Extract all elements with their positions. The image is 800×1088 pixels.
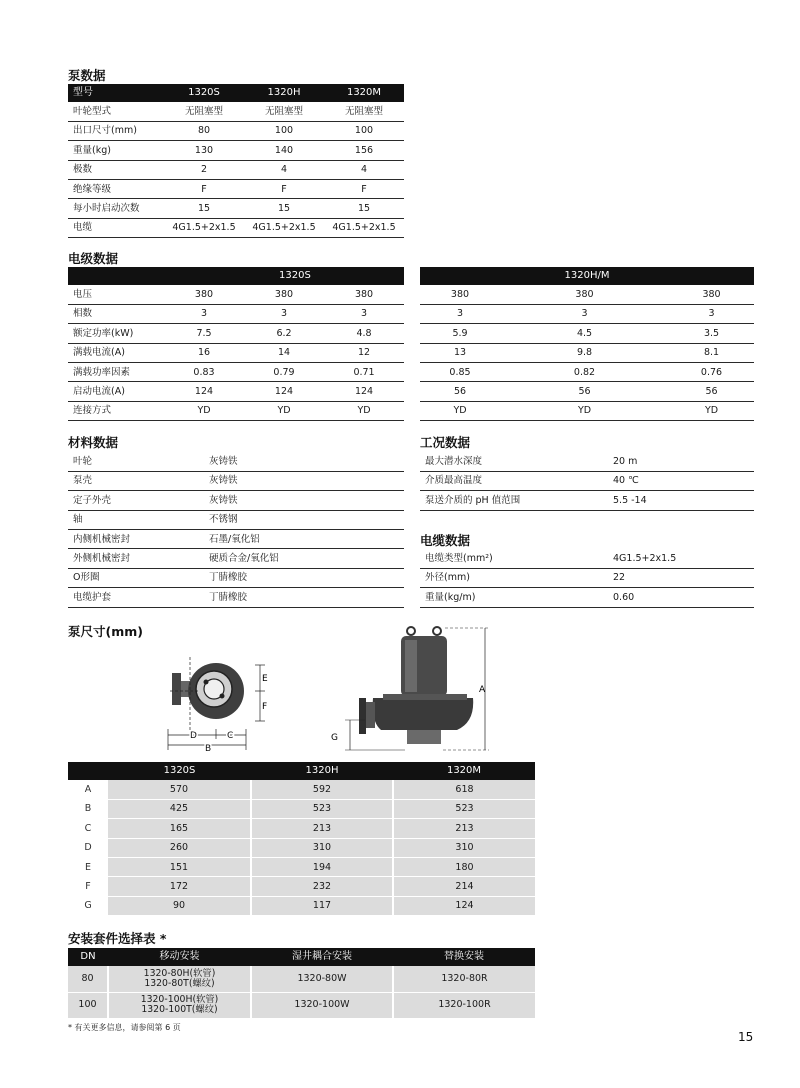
pump-casing-shape (373, 698, 474, 730)
table-cell: 380 (669, 285, 754, 304)
table-cell: 592 (251, 780, 393, 799)
table-cell: YD (244, 401, 324, 420)
table-cell: 213 (251, 819, 393, 838)
table-cell: 3.5 (669, 324, 754, 343)
row-label: 100 (68, 992, 108, 1018)
table-row (68, 491, 404, 510)
row-label: 介质最高温度 (420, 471, 608, 490)
table-cell: 16 (164, 343, 244, 362)
table-cell: 1320-80W (251, 966, 393, 992)
table-row (420, 452, 754, 471)
table-cell: 3 (324, 304, 404, 323)
kit-line: 1320-80H(软管) (143, 968, 216, 979)
table-cell: 4 (324, 160, 404, 179)
table-cell: 1320-100R (393, 992, 535, 1018)
table-cell: YD (420, 401, 500, 420)
table-row (68, 180, 404, 199)
table-cell (108, 992, 251, 1018)
table-row (420, 491, 754, 510)
pump-data-title: 泵数据 (68, 68, 106, 83)
table-cell: 56 (669, 382, 754, 401)
row-label: 定子外壳 (68, 491, 204, 510)
table-row (68, 285, 404, 304)
table-cell: 156 (324, 141, 404, 160)
table-cell: 425 (108, 799, 251, 818)
table-cell: 40 ℃ (608, 471, 754, 490)
table-row (68, 218, 404, 237)
table-cell: 570 (108, 780, 251, 799)
table-cell: 117 (251, 896, 393, 915)
table-cell: 523 (251, 799, 393, 818)
cable-data-title: 电缆数据 (420, 533, 471, 548)
table-cell: 124 (324, 382, 404, 401)
electrical-table-1320hm (420, 267, 754, 421)
row-label: O形圈 (68, 568, 204, 587)
table-cell: 124 (393, 896, 535, 915)
header-cell: 型号 (68, 84, 164, 102)
table-header-row (68, 84, 404, 102)
table-row (68, 452, 404, 471)
header-cell: 1320H (251, 762, 393, 780)
row-label: 泵壳 (68, 471, 204, 490)
row-label: 重量(kg/m) (420, 588, 608, 607)
row-label: 80 (68, 966, 108, 992)
dimension-label-c: C (227, 731, 234, 741)
table-cell (108, 966, 251, 992)
header-cell: 1320M (324, 84, 404, 102)
table-cell: 80 (164, 121, 244, 140)
table-cell: 3 (420, 304, 500, 323)
row-label: C (68, 819, 108, 838)
table-cell: 380 (324, 285, 404, 304)
dimension-label-a: A (479, 685, 486, 695)
table-cell: 0.76 (669, 363, 754, 382)
operating-data-title: 工况数据 (420, 435, 471, 450)
kit-line: 1320-80T(螺纹) (144, 977, 215, 989)
row-label: 电压 (68, 285, 164, 304)
table-cell: 无阻塞型 (324, 102, 404, 121)
row-label: 出口尺寸(mm) (68, 121, 164, 140)
table-cell: 13 (420, 343, 500, 362)
table-cell: YD (164, 401, 244, 420)
table-cell: 丁腈橡胶 (204, 568, 404, 587)
row-label: 电缆护套 (68, 588, 204, 607)
table-cell: 石墨/氧化铝 (204, 530, 404, 549)
table-cell: 灰铸铁 (204, 452, 404, 471)
table-row (420, 363, 754, 382)
table-cell: 0.71 (324, 363, 404, 382)
operating-table (420, 452, 754, 511)
table-cell: 无阻塞型 (244, 102, 324, 121)
header-cell: 湿井耦合安装 (251, 948, 393, 966)
table-row (420, 401, 754, 420)
table-cell: 260 (108, 838, 251, 857)
dimensions-table (68, 762, 535, 916)
pump-side-view-drawing (325, 622, 495, 757)
table-cell: 1320-100W (251, 992, 393, 1018)
dimension-label-g: G (331, 733, 338, 743)
table-cell: 3 (164, 304, 244, 323)
row-label: 每小时启动次数 (68, 199, 164, 218)
row-label: 电缆类型(mm²) (420, 549, 608, 568)
row-label: 电缆 (68, 218, 164, 237)
table-row (68, 304, 404, 323)
table-row (68, 199, 404, 218)
page-number: 15 (738, 1030, 754, 1044)
row-label: 最大潜水深度 (420, 452, 608, 471)
table-cell: 165 (108, 819, 251, 838)
table-cell: 523 (393, 799, 535, 818)
table-cell: F (324, 180, 404, 199)
table-cell: 130 (164, 141, 244, 160)
table-row (68, 858, 535, 877)
table-cell: 56 (500, 382, 669, 401)
row-label: 启动电流(A) (68, 382, 164, 401)
row-label: 满载功率因素 (68, 363, 164, 382)
outlet-flange-shape (172, 673, 181, 705)
row-label: 连接方式 (68, 401, 164, 420)
table-cell: 3 (669, 304, 754, 323)
table-cell: 15 (324, 199, 404, 218)
electrical-table-1320s (68, 267, 404, 421)
table-row (68, 588, 404, 607)
table-cell: 4G1.5+2x1.5 (608, 549, 754, 568)
dimensions-title: 泵尺寸(mm) (68, 624, 143, 639)
header-cell: 移动安装 (108, 948, 251, 966)
table-cell: 4.8 (324, 324, 404, 343)
table-cell: 5.9 (420, 324, 500, 343)
table-cell: F (244, 180, 324, 199)
kit-line: 1320-100H(软管) (140, 994, 219, 1006)
table-cell: 5.5 -14 (608, 491, 754, 510)
table-row (68, 966, 535, 992)
header-cell: 1320H (244, 84, 324, 102)
table-row (68, 363, 404, 382)
table-cell: YD (500, 401, 669, 420)
header-cell: 1320S (164, 84, 244, 102)
pump-top-view-drawing (160, 655, 280, 755)
table-row (68, 160, 404, 179)
header-cell: DN (68, 948, 108, 966)
dimension-label-d: D (190, 731, 197, 741)
table-header-row (420, 267, 754, 285)
dimension-label-e: E (262, 674, 268, 684)
table-cell: 124 (164, 382, 244, 401)
table-row (420, 588, 754, 607)
table-row (68, 896, 535, 915)
table-cell: 4G1.5+2x1.5 (164, 218, 244, 237)
row-label: 满载电流(A) (68, 343, 164, 362)
table-cell: 380 (500, 285, 669, 304)
table-cell: 4G1.5+2x1.5 (244, 218, 324, 237)
table-cell: 12 (324, 343, 404, 362)
row-label: D (68, 838, 108, 857)
footnote: * 有关更多信息，请参阅第 6 页 (68, 1023, 181, 1032)
table-row (420, 549, 754, 568)
table-cell: 380 (420, 285, 500, 304)
table-cell: 1320-80R (393, 966, 535, 992)
table-cell: 213 (393, 819, 535, 838)
table-row (68, 780, 535, 799)
header-cell: 替换安装 (393, 948, 535, 966)
row-label: 绝缘等级 (68, 180, 164, 199)
table-cell: 0.83 (164, 363, 244, 382)
outlet-flange-shape (359, 698, 366, 734)
material-data-title: 材料数据 (68, 435, 119, 450)
table-cell: YD (669, 401, 754, 420)
table-cell: 灰铸铁 (204, 491, 404, 510)
table-row (68, 401, 404, 420)
table-cell: 4G1.5+2x1.5 (324, 218, 404, 237)
table-row (420, 382, 754, 401)
table-cell: 20 m (608, 452, 754, 471)
table-cell: 15 (244, 199, 324, 218)
table-row (420, 343, 754, 362)
table-row (68, 382, 404, 401)
table-cell: 硬质合金/氧化铝 (204, 549, 404, 568)
table-row (68, 343, 404, 362)
table-cell: 214 (393, 877, 535, 896)
table-row (420, 568, 754, 587)
table-cell: 151 (108, 858, 251, 877)
row-label: F (68, 877, 108, 896)
row-label: 极数 (68, 160, 164, 179)
table-cell: 无阻塞型 (164, 102, 244, 121)
table-cell: 9.8 (500, 343, 669, 362)
table-cell: 3 (500, 304, 669, 323)
table-cell: 15 (164, 199, 244, 218)
table-row (420, 304, 754, 323)
header-cell: 1320S (108, 762, 251, 780)
row-label: G (68, 896, 108, 915)
table-cell: 8.1 (669, 343, 754, 362)
pump-data-table (68, 84, 404, 238)
row-label: 重量(kg) (68, 141, 164, 160)
table-row (68, 324, 404, 343)
cable-table (420, 549, 754, 608)
table-cell: 172 (108, 877, 251, 896)
table-row (68, 799, 535, 818)
row-label: 内侧机械密封 (68, 530, 204, 549)
group-header: 1320H/M (420, 267, 754, 285)
row-label: B (68, 799, 108, 818)
row-label: 外径(mm) (420, 568, 608, 587)
table-cell: 100 (244, 121, 324, 140)
table-cell: 194 (251, 858, 393, 877)
table-cell: YD (324, 401, 404, 420)
table-cell: 0.82 (500, 363, 669, 382)
table-header-row (68, 267, 404, 285)
table-cell: 124 (244, 382, 324, 401)
table-row (68, 877, 535, 896)
table-row (420, 324, 754, 343)
table-row (68, 992, 535, 1018)
table-cell: 100 (324, 121, 404, 140)
table-cell: 0.79 (244, 363, 324, 382)
table-row (68, 549, 404, 568)
table-row (68, 121, 404, 140)
dimension-label-b: B (205, 744, 212, 754)
group-header: 1320S (164, 267, 404, 285)
table-row (420, 471, 754, 490)
table-cell: 380 (164, 285, 244, 304)
row-label: 泵送介质的 pH 值范围 (420, 491, 608, 510)
table-cell: F (164, 180, 244, 199)
table-cell: 180 (393, 858, 535, 877)
table-cell: 灰铸铁 (204, 471, 404, 490)
table-cell: 3 (244, 304, 324, 323)
table-cell: 14 (244, 343, 324, 362)
row-label: 外侧机械密封 (68, 549, 204, 568)
table-row (420, 285, 754, 304)
table-cell: 7.5 (164, 324, 244, 343)
table-cell: 2 (164, 160, 244, 179)
row-label: 额定功率(kW) (68, 324, 164, 343)
table-row (68, 838, 535, 857)
table-cell: 90 (108, 896, 251, 915)
install-kit-title: 安装套件选择表 * (68, 931, 167, 946)
table-cell: 232 (251, 877, 393, 896)
table-cell: 6.2 (244, 324, 324, 343)
header-cell: 1320M (393, 762, 535, 780)
table-row (68, 530, 404, 549)
table-cell: 0.85 (420, 363, 500, 382)
table-cell: 618 (393, 780, 535, 799)
row-label: 轴 (68, 510, 204, 529)
table-cell: 380 (244, 285, 324, 304)
install-kit-table (68, 948, 535, 1019)
material-table (68, 452, 404, 608)
table-header-row (68, 948, 535, 966)
table-cell: 丁腈橡胶 (204, 588, 404, 607)
electrical-data-title: 电级数据 (68, 251, 119, 266)
table-row (68, 471, 404, 490)
kit-line: 1320-100T(螺纹) (141, 1004, 218, 1015)
header-cell (68, 267, 164, 285)
row-label: E (68, 858, 108, 877)
table-cell: 4.5 (500, 324, 669, 343)
table-cell: 310 (251, 838, 393, 857)
table-cell: 0.60 (608, 588, 754, 607)
table-cell: 140 (244, 141, 324, 160)
table-row (68, 510, 404, 529)
table-row (68, 141, 404, 160)
table-cell: 56 (420, 382, 500, 401)
table-header-row (68, 762, 535, 780)
table-cell: 不锈钢 (204, 510, 404, 529)
table-row (68, 568, 404, 587)
header-cell (68, 762, 108, 780)
row-label: 叶轮型式 (68, 102, 164, 121)
table-cell: 22 (608, 568, 754, 587)
table-row (68, 819, 535, 838)
row-label: 叶轮 (68, 452, 204, 471)
row-label: A (68, 780, 108, 799)
table-row (68, 102, 404, 121)
dimension-label-f: F (262, 702, 268, 712)
table-cell: 310 (393, 838, 535, 857)
row-label: 相数 (68, 304, 164, 323)
table-cell: 4 (244, 160, 324, 179)
